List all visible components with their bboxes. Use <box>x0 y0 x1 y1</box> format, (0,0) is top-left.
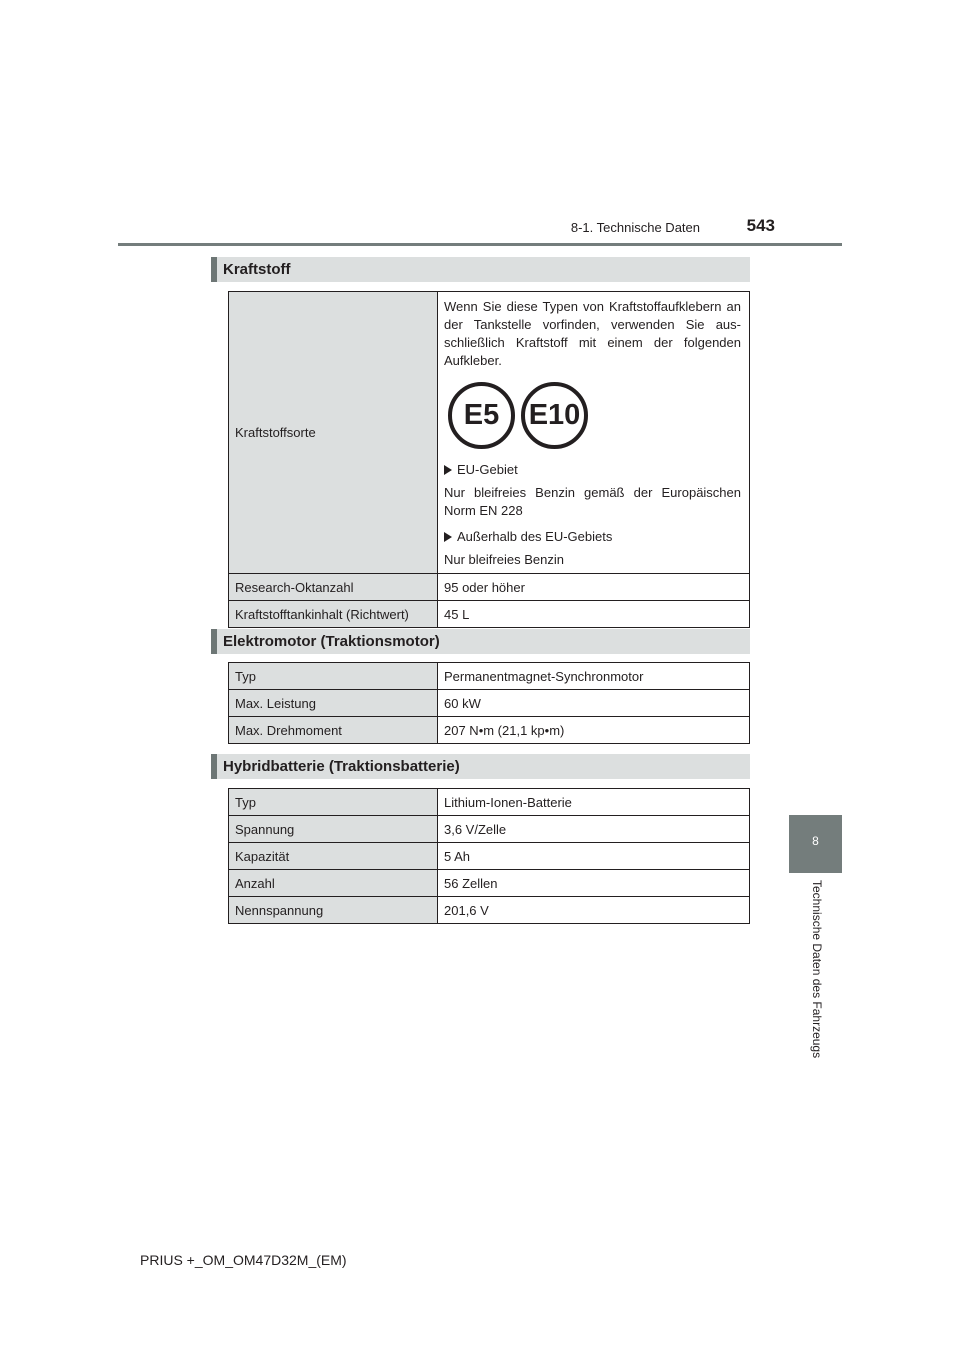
motor-table <box>228 662 750 744</box>
non-eu-label: Außerhalb des EU-Gebiets <box>457 529 613 544</box>
non-eu-text: Nur bleifreies Benzin <box>444 552 564 567</box>
table-row <box>229 843 750 870</box>
row-label: Anzahl <box>229 870 438 897</box>
row-label: Kraftstofftankinhalt (Richtwert) <box>229 601 438 628</box>
e5-fuel-badge: E5 <box>448 382 515 449</box>
row-value: 45 L <box>438 601 750 628</box>
chapter-tab: 8 <box>789 815 842 873</box>
table-row <box>229 717 750 744</box>
row-value: 201,6 V <box>438 897 750 924</box>
table-row <box>229 690 750 717</box>
e10-fuel-badge: E10 <box>521 382 588 449</box>
table-row <box>229 816 750 843</box>
fuel-type-label: Kraftstoffsorte <box>229 292 438 574</box>
battery-table <box>228 788 750 924</box>
row-value: Permanentmagnet-Synchronmotor <box>438 663 750 690</box>
section-heading-kraftstoff: Kraftstoff <box>211 257 750 282</box>
bullet-eu <box>444 461 741 479</box>
section-heading-elektromotor: Elektromotor (Traktionsmotor) <box>211 629 750 654</box>
table-row <box>229 789 750 816</box>
row-value: Lithium-Ionen-Batterie <box>438 789 750 816</box>
row-value: 207 N•m (21,1 kp•m) <box>438 717 750 744</box>
row-label: Kapazität <box>229 843 438 870</box>
eu-label: EU-Gebiet <box>457 462 518 477</box>
row-value: 95 oder höher <box>438 574 750 601</box>
table-row <box>229 663 750 690</box>
table-row <box>229 870 750 897</box>
row-label: Research-Oktanzahl <box>229 574 438 601</box>
header-section-title: 8-1. Technische Daten <box>570 220 700 235</box>
fuel-badges <box>448 382 741 449</box>
chapter-title-vertical <box>808 880 828 1080</box>
row-label: Typ <box>229 663 438 690</box>
fuel-sticker-note: Wenn Sie diese Typen von Kraftstoffaufklebern an der Tankstelle vorfinden, verwenden Sie ausschließlich Kraftstoff mit einem der folgenden Aufkleber. <box>444 299 741 368</box>
row-label: Nennspannung <box>229 897 438 924</box>
row-value: 60 kW <box>438 690 750 717</box>
row-value: 3,6 V/Zelle <box>438 816 750 843</box>
fuel-type-value <box>438 292 750 574</box>
row-label: Typ <box>229 789 438 816</box>
table-row <box>229 292 750 574</box>
table-row <box>229 601 750 628</box>
row-value: 56 Zellen <box>438 870 750 897</box>
row-label: Max. Leistung <box>229 690 438 717</box>
triangle-bullet-icon <box>444 465 452 475</box>
triangle-bullet-icon <box>444 532 452 542</box>
chapter-title-text: Technische Daten des Fahrzeugs <box>810 880 824 1059</box>
row-label: Spannung <box>229 816 438 843</box>
eu-text: Nur bleifreies Benzin gemäß der Europäischen Norm EN 228 <box>444 485 741 518</box>
table-row <box>229 897 750 924</box>
section-heading-hybridbatterie: Hybridbatterie (Traktionsbatterie) <box>211 754 750 779</box>
page-number: 543 <box>746 216 775 235</box>
footer-doc-code: PRIUS +_OM_OM47D32M_(EM) <box>140 1252 347 1268</box>
fuel-table <box>228 291 750 628</box>
table-row <box>229 574 750 601</box>
bullet-non-eu <box>444 528 741 546</box>
header-divider <box>118 243 842 246</box>
row-value: 5 Ah <box>438 843 750 870</box>
row-label: Max. Drehmoment <box>229 717 438 744</box>
